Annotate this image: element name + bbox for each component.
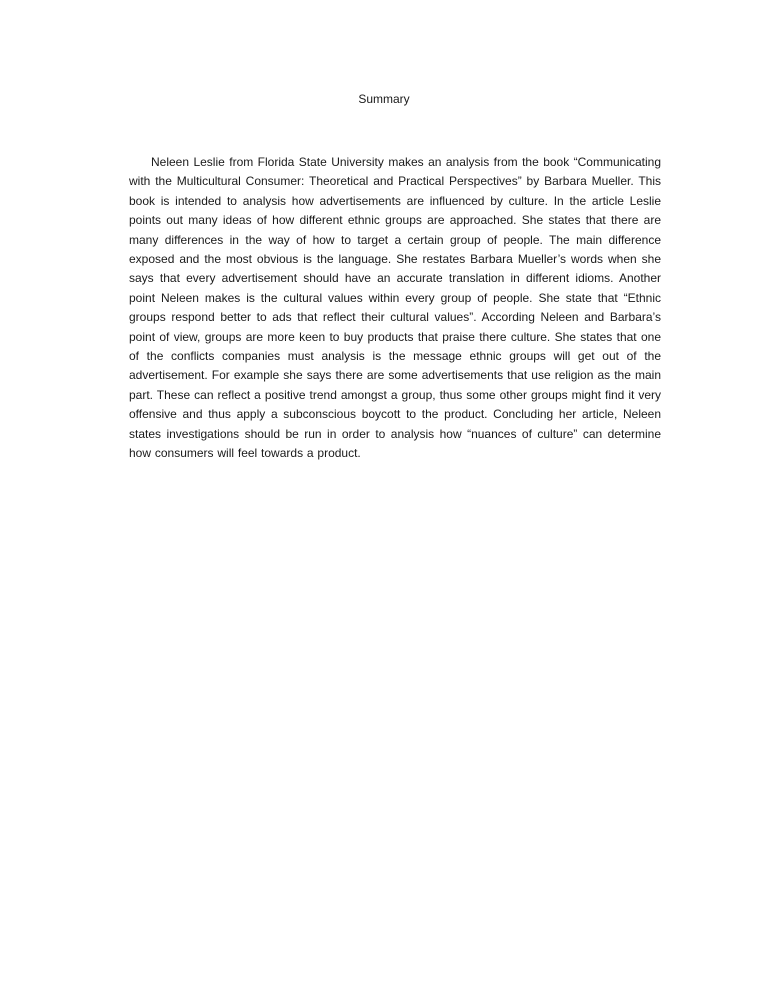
document-title: Summary (358, 92, 410, 106)
summary-paragraph: Neleen Leslie from Florida State University makes an analysis from the book “Communicating with the Multicultural Consumer: Theoretical and Practical Perspectives” by Barbara Mueller. This book is intended to analysis how advertisements are influenced by culture. In the article Leslie points out many ideas of how different ethnic groups are approached. She states that there are many differences in the way of how to target a certain group of people. The main difference exposed and the most obvious is the language. She restates Barbara Mueller’s words when she says that every advertisement should have an accurate translation in different idioms. Another point Neleen makes is the cultural values within every group of people. She state that “Ethnic groups respond better to ads that reflect their cultural values”. According Neleen and Barbara’s point of view, groups are more keen to buy products that praise there culture. She states that one of the conflicts companies must analysis is the message ethnic groups will get out of the advertisement. For example she says there are some advertisements that use religion as the main part. These can reflect a positive trend amongst a group, thus some other groups might find it very offensive and thus apply a subconscious boycott to the product. Concluding her article, Neleen states investigations should be run in order to analysis how “nuances of culture” can determine how consumers will feel towards a product. (129, 155, 661, 461)
